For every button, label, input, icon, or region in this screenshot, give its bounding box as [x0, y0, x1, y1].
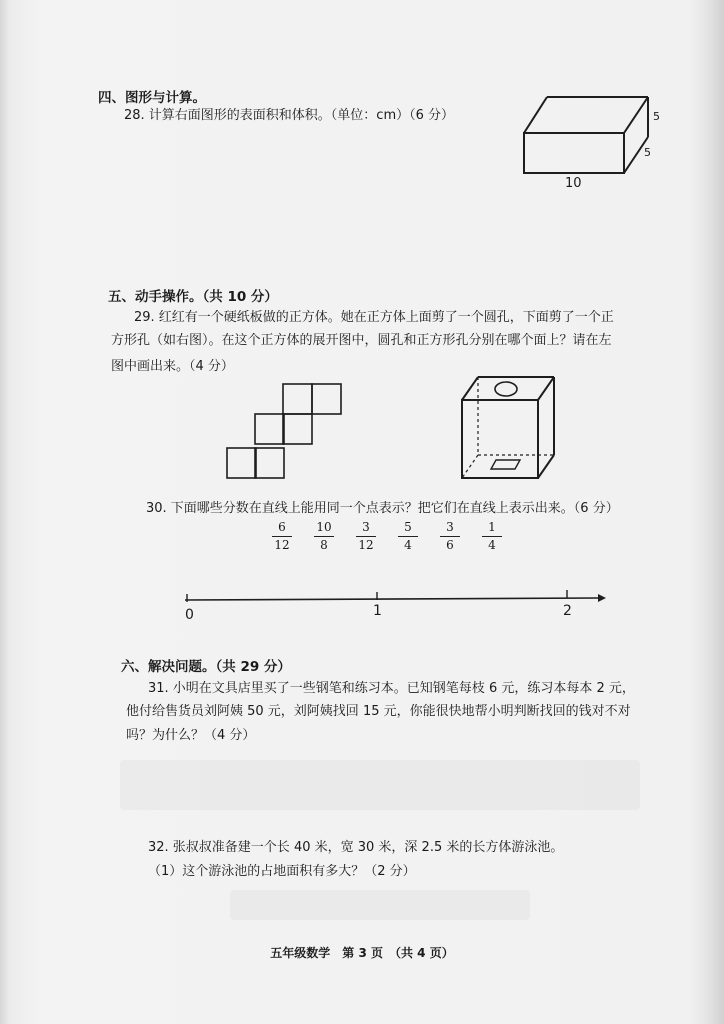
question-29-line1: 29. 红红有一个硬纸板做的正方体。她在正方体上面剪了一个圆孔，下面剪了一个正 — [134, 310, 614, 325]
page-footer: 五年级数学 第 3 页 （共 4 页） — [270, 946, 454, 960]
question-32-line1: 32. 张叔叔准备建一个长 40 米，宽 30 米，深 2.5 米的长方体游泳池。 — [148, 840, 564, 855]
question-32-sub1: （1）这个游泳池的占地面积有多大？（2 分） — [148, 864, 416, 879]
fraction-1-denominator: 12 — [274, 538, 290, 552]
number-line-label-0: 0 — [185, 607, 194, 623]
fraction-1-numerator: 6 — [278, 520, 286, 534]
section-6-title: 六、解决问题。（共 29 分） — [121, 659, 291, 675]
fraction-4-numerator: 5 — [404, 520, 412, 534]
question-28: 28. 计算右面图形的表面积和体积。（单位：cm）（6 分） — [124, 108, 455, 123]
question-31-line2: 他付给售货员刘阿姨 50 元，刘阿姨找回 15 元，你能很快地帮小明判断找回的钱对不对 — [126, 704, 631, 719]
question-30: 30. 下面哪些分数在直线上能用同一个点表示？把它们在直线上表示出来。（6 分） — [146, 501, 619, 516]
cuboid-width-label: 5 — [644, 146, 651, 159]
fraction-2-denominator: 8 — [320, 538, 328, 552]
fraction-3-denominator: 12 — [358, 538, 374, 552]
fraction-6-denominator: 4 — [488, 538, 496, 552]
fraction-3-numerator: 3 — [362, 520, 370, 534]
cuboid-height-label: 5 — [653, 110, 660, 123]
question-31-line1: 31. 小明在文具店里买了一些钢笔和练习本。已知钢笔每枝 6 元，练习本每本 2 元， — [148, 681, 635, 696]
section-5-title: 五、动手操作。（共 10 分） — [108, 289, 278, 305]
fraction-5-denominator: 6 — [446, 538, 454, 552]
fraction-6-numerator: 1 — [488, 520, 496, 534]
arrow-head-icon — [598, 594, 606, 602]
fraction-5-numerator: 3 — [446, 520, 454, 534]
section-4-title: 四、图形与计算。 — [98, 90, 206, 106]
number-line-label-2: 2 — [563, 603, 572, 619]
cuboid-length-label: 10 — [565, 176, 582, 191]
number-line-label-1: 1 — [373, 603, 382, 619]
question-31-line3: 吗？为什么？（4 分） — [126, 728, 256, 743]
fraction-2-numerator: 10 — [316, 520, 332, 534]
question-29-line2: 方形孔（如右图）。在这个正方体的展开图中，圆孔和正方形孔分别在哪个面上？请在左 — [111, 333, 612, 348]
question-29-line3: 图中画出来。（4 分） — [111, 359, 234, 374]
fraction-4-denominator: 4 — [404, 538, 412, 552]
